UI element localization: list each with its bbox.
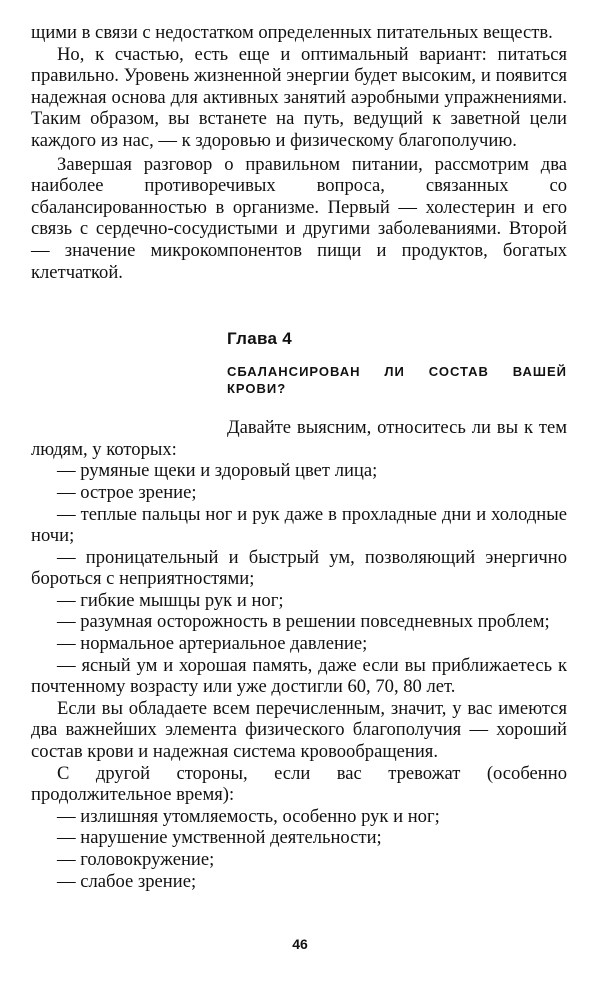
chapter-label: Глава 4 — [227, 329, 293, 349]
list-item: — острое зрение; — [57, 481, 197, 503]
list-item: — слабое зрение; — [57, 870, 197, 892]
paragraph-continuation: щими в связи с недостатком определенных питательных веществ. — [31, 22, 553, 43]
list-item: — ясный ум и хорошая память, даже если вы приближаетесь к почтенному возрасту или уже достигли 60, 70, 80 лет. — [31, 654, 567, 698]
intro-paragraph: Давайте выясним, относитесь ли вы к тем людям, у которых: — [31, 417, 567, 460]
list-item: — нарушение умственной деятельности; — [57, 827, 382, 849]
page-body — [31, 22, 567, 892]
list-item: — проницательный и быстрый ум, позволяющий энергично бороться с неприятностями; — [31, 546, 567, 590]
list-item: — головокружение; — [57, 849, 215, 870]
paragraph-conclusion: Завершая разговор о правильном питании, рассмотрим два наиболее противоречивых вопроса, связанных со сбалансированностью в организме. Первый — холестерин и его связь с сердечно-сосудистыми и другими заболеваниями. Второй — значение микрокомпонентов пищи и продуктов, богатых клетчаткой. — [31, 153, 567, 283]
concern-intro-paragraph: С другой стороны, если вас тревожат (особенно продолжительное время): — [31, 762, 567, 806]
list-item: — нормальное артериальное давление; — [57, 633, 368, 655]
chapter-title: СБАЛАНСИРОВАН ЛИ СОСТАВ ВАШЕЙ КРОВИ? — [227, 364, 567, 397]
summary-paragraph: Если вы обладаете всем перечисленным, значит, у вас имеются два важнейших элемента физического благополучия — хороший состав крови и надежная система кровообращения. — [31, 697, 567, 763]
page-number: 46 — [292, 936, 308, 952]
list-item: — теплые пальцы ног и рук даже в прохладные дни и холодные ночи; — [31, 503, 567, 547]
list-item: — излишняя утомляемость, особенно рук и ног; — [57, 805, 440, 827]
list-item: — гибкие мышцы рук и ног; — [57, 589, 284, 611]
list-item: — румяные щеки и здоровый цвет лица; — [57, 460, 378, 482]
list-item: — разумная осторожность в решении повседневных проблем; — [57, 611, 550, 633]
paragraph-optimal-variant: Но, к счастью, есть еще и оптимальный вариант: питаться правильно. Уровень жизненной энергии будет высоким, и появится надежная основа для активных занятий аэробными упражнениями. Таким образом, вы встанете на путь, ведущий к заветной цели каждого из нас, — к здоровью и физическому благополучию. — [31, 43, 567, 151]
